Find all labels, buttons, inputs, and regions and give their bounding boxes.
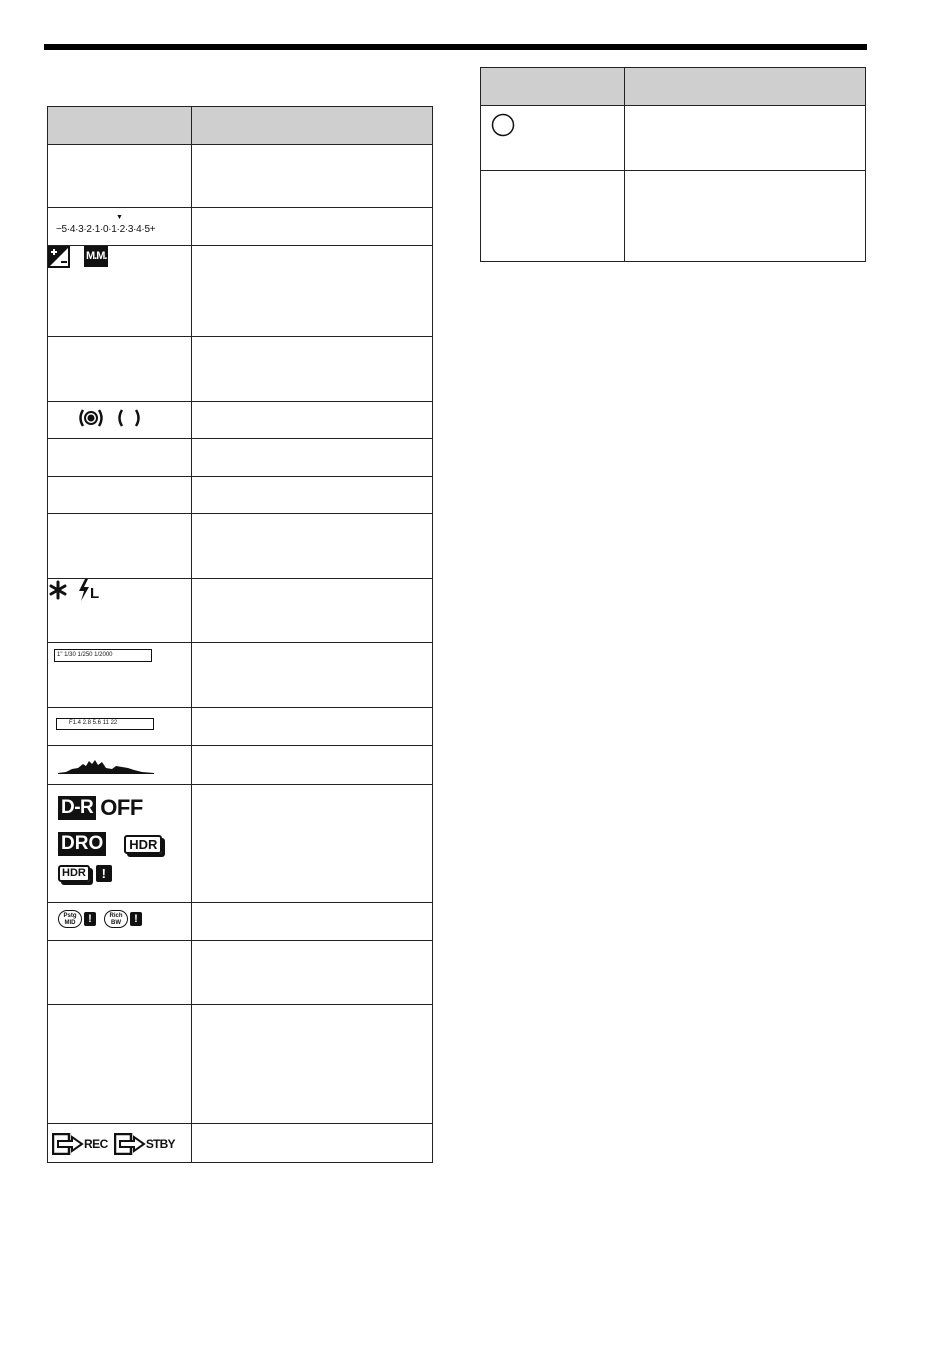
- hdmi-standby-icon: STBY: [114, 1133, 175, 1155]
- row-icon-cell: [48, 785, 192, 903]
- left-table: [47, 106, 433, 1163]
- row-desc-cell: [192, 439, 433, 477]
- table-row: [48, 746, 433, 785]
- table-row: [48, 579, 433, 643]
- hdmi-rec-icon: REC: [52, 1133, 108, 1155]
- row-icon-cell: [48, 579, 192, 643]
- table-row: [48, 1124, 433, 1163]
- ae-lock-icon: [48, 580, 68, 600]
- exposure-compensation-icon: [48, 246, 70, 268]
- flash-low-icon: L: [78, 579, 99, 601]
- table-row: [48, 337, 433, 402]
- table-row: [48, 439, 433, 477]
- row-desc-cell: [192, 941, 433, 1005]
- row-desc-cell: [625, 171, 866, 262]
- row-desc-cell: [625, 106, 866, 171]
- steadyshot-on-icon: [78, 408, 104, 428]
- picture-effect-rich-bw-icon: Rich BW !: [104, 910, 142, 928]
- header-cell-icon: [481, 68, 625, 106]
- row-desc-cell: [192, 514, 433, 579]
- table-row: [48, 145, 433, 208]
- row-desc-cell: [192, 145, 433, 208]
- row-icon-cell: [48, 145, 192, 208]
- table-row: [48, 708, 433, 746]
- exposure-scale-icon: ▼ −5·4·3·2·1·0·1·2·3·4·5+: [56, 214, 156, 235]
- row-desc-cell: [192, 1124, 433, 1163]
- row-icon-cell: [48, 708, 192, 746]
- row-desc-cell: [192, 477, 433, 514]
- row-icon-cell: [48, 1124, 192, 1163]
- row-desc-cell: [192, 643, 433, 708]
- aperture-scale-icon: F1.4 2.8 5.6 11 22: [56, 718, 154, 730]
- table-header: [481, 68, 866, 106]
- table-row: [48, 246, 433, 337]
- table-row: [48, 1005, 433, 1124]
- top-rule: [44, 44, 867, 50]
- dro-icon: DRO: [58, 832, 106, 856]
- table-row: [48, 514, 433, 579]
- right-table: [480, 67, 866, 262]
- row-desc-cell: [192, 785, 433, 903]
- row-desc-cell: [192, 579, 433, 643]
- row-desc-cell: [192, 208, 433, 246]
- row-icon-cell: [48, 337, 192, 402]
- histogram-icon: [58, 756, 154, 774]
- hdr-warning-icon: HDR !: [58, 865, 187, 882]
- row-desc-cell: [192, 337, 433, 402]
- table-row: [48, 643, 433, 708]
- row-icon-cell: [48, 1005, 192, 1124]
- header-cell-meaning: [192, 107, 433, 145]
- row-icon-cell: [48, 514, 192, 579]
- row-desc-cell: [192, 746, 433, 785]
- circle-icon: [491, 113, 515, 137]
- picture-effect-posterization-icon: Pstg MID !: [58, 910, 96, 928]
- row-desc-cell: [192, 1005, 433, 1124]
- dro-off-icon: D-R OFF: [58, 795, 187, 821]
- row-icon-cell: [481, 171, 625, 262]
- row-icon-cell: [48, 246, 192, 337]
- table-row: [48, 785, 433, 903]
- row-icon-cell: [48, 746, 192, 785]
- header-cell-meaning: [625, 68, 866, 106]
- table-row: [48, 941, 433, 1005]
- row-icon-cell: [48, 402, 192, 439]
- hdr-icon: HDR: [124, 835, 162, 854]
- shutter-speed-scale-icon: 1" 1/30 1/250 1/2000: [54, 649, 152, 662]
- row-icon-cell: [481, 106, 625, 171]
- metered-manual-icon: M.M.: [84, 246, 108, 267]
- row-desc-cell: [192, 903, 433, 941]
- table-row: [48, 477, 433, 514]
- row-icon-cell: [48, 643, 192, 708]
- table-header: [48, 107, 433, 145]
- row-icon-cell: [48, 208, 192, 246]
- row-desc-cell: [192, 246, 433, 337]
- steadyshot-off-icon: [116, 408, 142, 428]
- table-row: [48, 402, 433, 439]
- row-desc-cell: [192, 708, 433, 746]
- row-desc-cell: [192, 402, 433, 439]
- table-row: [481, 106, 866, 171]
- table-row: [48, 208, 433, 246]
- row-icon-cell: [48, 903, 192, 941]
- table-row: [481, 171, 866, 262]
- row-icon-cell: [48, 941, 192, 1005]
- header-cell-icon: [48, 107, 192, 145]
- row-icon-cell: [48, 477, 192, 514]
- table-row: [48, 903, 433, 941]
- row-icon-cell: [48, 439, 192, 477]
